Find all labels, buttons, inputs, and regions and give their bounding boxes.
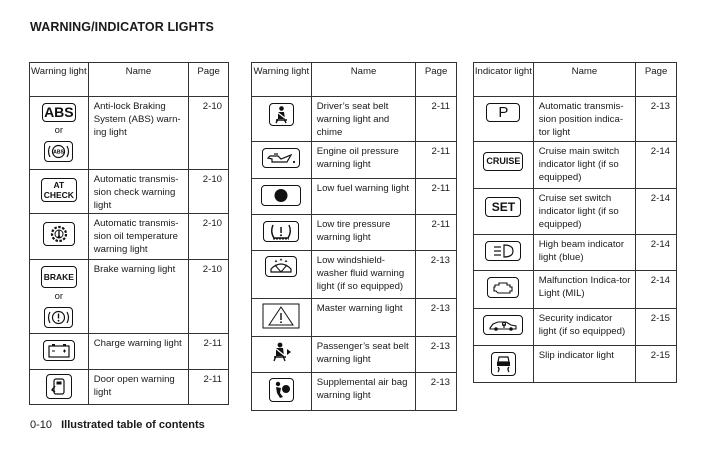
at-check-icon: [41, 178, 77, 202]
row-page: 2-11: [416, 215, 457, 251]
column-header-light: Warning light: [30, 63, 89, 97]
door-open-icon: [46, 374, 72, 399]
slip-indicator-icon: [491, 352, 516, 376]
row-page: 2-10: [189, 260, 229, 334]
row-name: Slip indicator light: [533, 346, 635, 383]
table-row: [474, 346, 677, 383]
table-row: [252, 337, 457, 373]
table-row: [30, 333, 229, 369]
warning-lights-table-1: [29, 62, 229, 405]
section-title: Illustrated table of contents: [61, 419, 205, 431]
table-row: [252, 251, 457, 299]
abs-circle-icon: [44, 141, 73, 162]
table-row: [252, 299, 457, 337]
table-row: [474, 97, 677, 142]
row-name: Security indicator light (if so equipped): [533, 309, 635, 346]
row-name: Passenger’s seat belt warning light: [311, 337, 416, 373]
table-row: [474, 142, 677, 189]
at-label: AT: [53, 180, 65, 190]
table-row: [30, 260, 229, 334]
column-header-light: Indicator light: [474, 63, 534, 97]
column-header-page: Page: [416, 63, 457, 97]
row-page: 2-14: [636, 235, 677, 271]
row-name: Automatic transmis-sion position indica-tor light: [533, 97, 635, 142]
cruise-icon: CRUISE: [483, 152, 523, 171]
table-row: [30, 97, 229, 170]
row-page: 2-13: [416, 337, 457, 373]
row-name: Cruise main switch indicator light (if so equipped): [533, 142, 635, 189]
row-name: Cruise set switch indicator light (if so equipped): [533, 189, 635, 235]
row-name: Low windshield-washer fluid warning light (if so equipped): [311, 251, 416, 299]
row-name: Malfunction Indica-tor Light (MIL): [533, 271, 635, 309]
airbag-icon: [269, 378, 294, 402]
row-name: Master warning light: [311, 299, 416, 337]
table-row: [30, 170, 229, 214]
page-footer: [30, 419, 205, 431]
table-row: [474, 189, 677, 235]
row-name: Driver’s seat belt warning light and chime: [311, 97, 416, 142]
column-header-name: Name: [533, 63, 635, 97]
high-beam-icon: [485, 241, 521, 261]
transmission-oil-temp-icon: [43, 222, 75, 246]
row-name: Automatic transmis-sion check warning light: [88, 170, 188, 214]
row-name: Charge warning light: [88, 333, 188, 369]
row-name: Low fuel warning light: [311, 179, 416, 215]
set-icon: SET: [485, 197, 521, 217]
row-page: 2-11: [189, 369, 229, 404]
column-header-page: Page: [636, 63, 677, 97]
engine-malfunction-icon: [487, 277, 519, 298]
row-page: 2-13: [416, 373, 457, 411]
brake-circle-icon: [44, 307, 73, 328]
table-row: [30, 369, 229, 404]
row-name: Engine oil pressure warning light: [311, 142, 416, 179]
table-row: [474, 309, 677, 346]
row-page: 2-11: [416, 179, 457, 215]
indicator-lights-table: [473, 62, 677, 383]
column-header-page: Page: [189, 63, 229, 97]
oil-can-icon: [262, 148, 300, 168]
row-page: 2-13: [416, 299, 457, 337]
park-position-icon: P: [486, 103, 520, 122]
row-page: 2-10: [189, 97, 229, 170]
battery-icon: [43, 340, 75, 361]
row-page: 2-10: [189, 214, 229, 260]
tire-pressure-icon: [263, 221, 299, 242]
row-name: High beam indicator light (blue): [533, 235, 635, 271]
row-page: 2-13: [636, 97, 677, 142]
low-fuel-icon: [261, 185, 301, 206]
row-name: Supplemental air bag warning light: [311, 373, 416, 411]
washer-fluid-icon: [265, 256, 297, 277]
column-header-name: Name: [311, 63, 416, 97]
row-name: Anti-lock Braking System (ABS) warn-ing light: [88, 97, 188, 170]
page-title: WARNING/INDICATOR LIGHTS: [30, 20, 214, 34]
passenger-seatbelt-icon: [268, 340, 294, 371]
row-name: Brake warning light: [88, 260, 188, 334]
table-row: [252, 179, 457, 215]
row-page: 2-14: [636, 142, 677, 189]
security-icon: [483, 315, 523, 335]
row-name: Automatic transmis-sion oil temperature warning light: [88, 214, 188, 260]
row-page: 2-14: [636, 271, 677, 309]
brake-icon: BRAKE: [41, 266, 77, 288]
column-header-name: Name: [88, 63, 188, 97]
table-row: [252, 373, 457, 411]
table-row: [252, 97, 457, 142]
row-name: Low tire pressure warning light: [311, 215, 416, 251]
row-page: 2-10: [189, 170, 229, 214]
row-page: 2-11: [189, 333, 229, 369]
check-label: CHECK: [43, 190, 74, 200]
or-label: or: [54, 125, 64, 136]
column-header-light: Warning light: [252, 63, 312, 97]
row-page: 2-15: [636, 346, 677, 383]
warning-lights-table-2: [251, 62, 457, 411]
row-page: 2-11: [416, 142, 457, 179]
row-page: 2-11: [416, 97, 457, 142]
row-name: Door open warning light: [88, 369, 188, 404]
table-row: [252, 142, 457, 179]
table-row: [30, 214, 229, 260]
abs-icon: ABS: [42, 103, 76, 122]
table-row: [474, 235, 677, 271]
row-page: 2-14: [636, 189, 677, 235]
row-page: 2-15: [636, 309, 677, 346]
table-row: [474, 271, 677, 309]
table-row: [252, 215, 457, 251]
or-label: or: [54, 291, 64, 302]
svg-text:ABS: ABS: [53, 149, 65, 156]
seatbelt-icon: [269, 103, 294, 126]
row-page: 2-13: [416, 251, 457, 299]
page-number: 0-10: [30, 419, 53, 431]
master-warning-icon: [262, 303, 300, 334]
